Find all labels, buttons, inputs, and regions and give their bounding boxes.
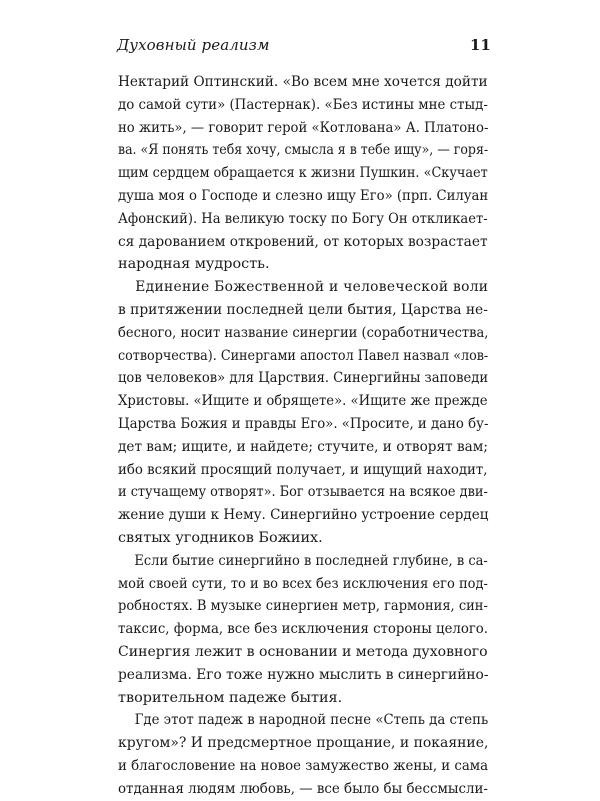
text-line: Афонский). На великую тоску по Богу Он откликает- [118, 210, 488, 227]
text-line: ся дарованием откровений, от которых возрастает [118, 233, 488, 250]
text-line: робностях. В музыке синергиен метр, гармония, син- [118, 598, 488, 615]
text-line: в притяжении последней цели бытия, Царства не- [118, 301, 488, 318]
paragraph-first-line: Единение Божественной и человеческой воли [135, 279, 489, 296]
text-line: ибо всякий просящий получает, и ищущий находит, [118, 461, 488, 478]
text-line: и стучащему отворят». Бог отзывается на всякое дви- [118, 484, 488, 501]
text-line: и благословение на новое замужество жены, и сама [118, 757, 489, 774]
text-line: кругом»? И предсмертное прощание, и покаяние, [118, 735, 489, 752]
text-line: ва. «Я понять тебя хочу, смысла я в тебе ищу», — горя- [118, 142, 489, 159]
text-line: творительном падеже бытия. [118, 689, 343, 706]
text-line: дет вам; ищите, и найдете; стучите, и отворят вам; [118, 438, 488, 455]
text-line: мой своей сути, то и во всех без исключения его под- [118, 575, 488, 592]
text-line: таксис, форма, все без исключения стороны целого. [118, 621, 489, 638]
page-number: 11 [470, 36, 491, 54]
text-line: Царства Божия и правды Его». «Просите, и дано бу- [118, 415, 489, 432]
text-line: отданная людям любовь, — все было бы бессмысли- [118, 780, 488, 797]
text-line: бесного, носит название синергии (соработничества, [118, 324, 489, 341]
text-line: цов человеков» для Царствия. Синергийны заповеди [118, 370, 489, 387]
text-line: Христовы. «Ищите и обрящете». «Ищите же прежде [118, 393, 488, 410]
paragraph-first-line: Где этот падеж в народной песне «Степь да степь [134, 712, 489, 729]
text-line: жение души к Нему. Синергийно устроение сердец [118, 507, 489, 524]
text-line: реализма. Его тоже нужно мыслить в синергийно- [118, 666, 489, 683]
body-text [118, 71, 488, 801]
text-line: щим сердцем обращается к жизни Пушкин. «Скучает [118, 165, 488, 182]
paragraph-first-line: Если бытие синергийно в последней глубине, в са- [134, 552, 488, 569]
running-title: Духовный реализм [117, 36, 270, 54]
text-line: святых угодников Божиих. [118, 529, 323, 546]
text-line: сотворчества). Синергами апостол Павел назвал «лов- [118, 347, 489, 364]
text-line: душа моя о Господе и слезно ищу Его» (прп. Силуан [118, 187, 489, 204]
text-line: Нектарий Оптинский. «Во всем мне хочется дойти [118, 74, 488, 90]
text-line: народная мудрость. [118, 256, 270, 273]
text-line: Синергия лежит в основании и метода духовного [118, 643, 488, 660]
text-line: но жить», — говорит герой «Котлована» А. Платоно- [118, 119, 489, 136]
text-line: до самой сути» (Пастернак). «Без истины мне стыд- [118, 96, 488, 113]
